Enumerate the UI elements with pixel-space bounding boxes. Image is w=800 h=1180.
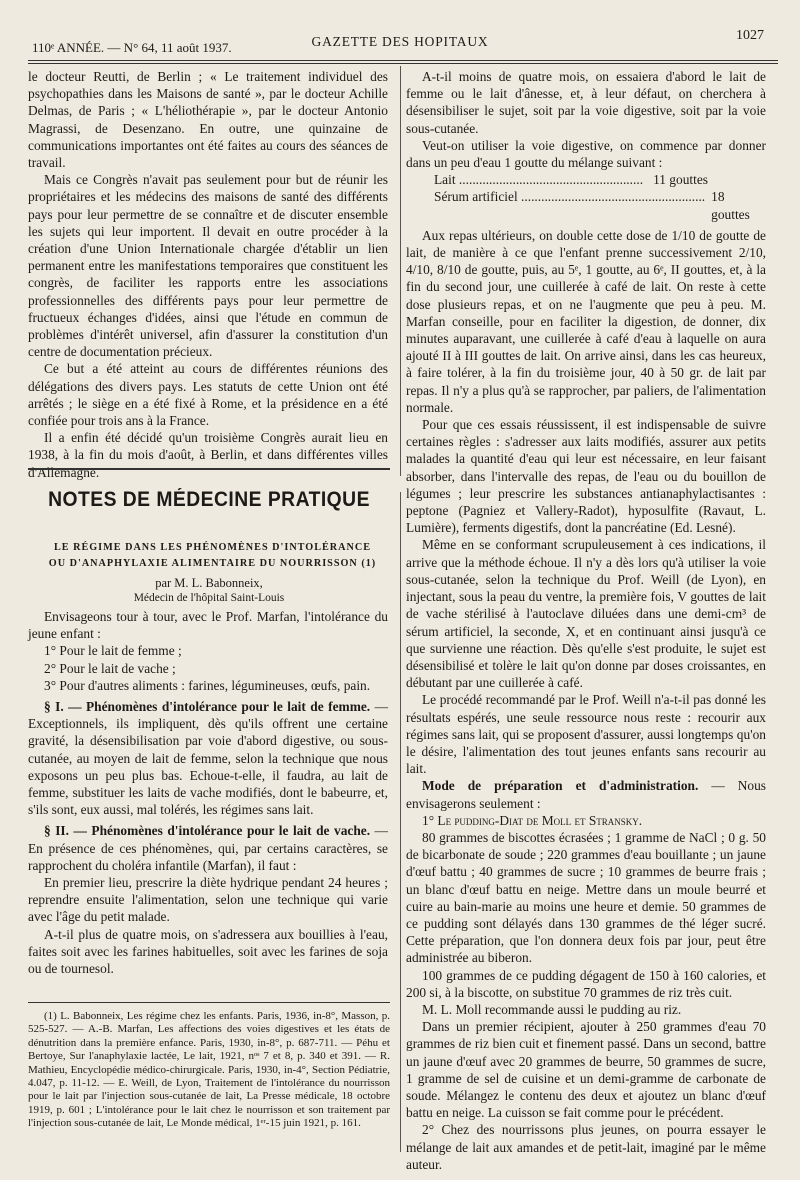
section-body: — En présence de ces phénomènes, qui, par certains caractères, se rapprochent du choléra infantile (Marfan), il faut : bbox=[28, 823, 388, 873]
mixture-value: 11 gouttes bbox=[653, 172, 708, 188]
mixture-row: Sérum artificiel ....................................................... 18 gouttes bbox=[434, 189, 750, 222]
list-item: 3° Pour d'autres aliments : farines, légumineuses, œufs, pain. bbox=[44, 677, 371, 693]
subsection-body: — Nous envisagerons seulement : bbox=[406, 778, 767, 811]
footnote-text: (1) L. Babonneix, Les régime chez les enfants. Paris, 1936, in-8°, Masson, p. 525-527. — A.-B. Marfan, Les affections des voies digestives et les états de dénutrition dans la première enfance. Paris, 1930, in-8°, p. 687-711. — Péhu et Bertoye, Sur l'anaphylaxie lactée, Le lait, 1921, nᵒˢ 7 et 8, p. 340 et 391. — R. Mathieu, Encyclopédie médico-chirurgicale. Paris, 1930, in-4°, Section Pédiatrie, 4.047, p. 11-12. — E. Weill, de Lyon, Traitement de l'intolérance du nourrisson pour le lait par l'injection sous-cutanée de lait, La Presse médicale, 18 octobre 1919, p. 601 ; L'intolérance pour le lait chez le nourrisson et son traitement par l'injection sous-cutanée de lait, Le Monde médical, 1ᵉʳ-15 juin 1921, p. 161. bbox=[28, 1010, 390, 1130]
section-body: — Exceptionnels, ils impliquent, dès qu'ils offrent une certaine gravité, la désensibilisation par voie d'abord digestive, ou sous-cutanée, au moyen de lait de femme, selon la technique que nous exposons un peu plus bas. Echoue-t-elle, il faudra, au lait de femme, substituer les laits de vache modifiés, dont le babeurre, et, s'ils sont, eux aussi, mal tolérés, les régimes sans lait. bbox=[28, 699, 388, 818]
journal-title: GAZETTE DES HOPITAUX bbox=[311, 34, 489, 49]
subsection-heading: Mode de préparation et d'administration. bbox=[422, 778, 699, 794]
left-column-bottom bbox=[28, 608, 388, 977]
list-item: 2° Pour le lait de vache ; bbox=[44, 660, 176, 676]
column-divider-lower bbox=[400, 492, 401, 1152]
paragraph: 2° Chez des nourrissons plus jeunes, on pourra essayer le mélange de lait aux amandes et de petit-lait, imaginé par le même auteur. bbox=[406, 1122, 766, 1172]
section-rule bbox=[28, 468, 390, 470]
paragraph: Ce but a été atteint au cours de différentes réunions des délégations des divers pays. Les statuts de cette Union ont été arrêtés ; le siège en a été fixé à Rome, et la présidence en a été confiée pour trois ans à la France. bbox=[28, 361, 388, 429]
mixture-value: 18 gouttes bbox=[711, 189, 750, 222]
paragraph: A-t-il moins de quatre mois, on essaiera d'abord le lait de femme ou le lait d'ânesse, et, à leur défaut, on cherchera à désensibiliser le sujet, soit par la voie digestive, soit par la voie sous-cutanée. bbox=[406, 69, 766, 136]
paragraph bbox=[28, 698, 388, 818]
paragraph: A-t-il plus de quatre mois, on s'adressera aux bouillies à l'eau, faites soit avec les farines habituelles, soit avec les farines de soja ou de tournesol. bbox=[28, 926, 388, 977]
paragraph: 100 grammes de ce pudding dégagent de 150 à 160 calories, et 200 si, à la biscotte, on substitue 70 grammes de riz très cuit. bbox=[406, 967, 766, 1000]
list-item: 1° Pour le lait de femme ; bbox=[44, 643, 182, 659]
paragraph: Mais ce Congrès n'avait pas seulement pour but de réunir les propriétaires et les médecins des maisons de santé des différents pays pour leur permettre de se connaître et de discuter ensemble les sujets qui leur importent. Il devait en outre procéder à la création d'une Union Internationale chargée d'établir un lien permanent entre les manifestations temporaires que constituent les congrès, de faciliter les rapports entre les associations professionnelles des différents pays pour leur permettre de fructueux échanges d'idées, ainsi que l'étude en commun de problèmes d'intérêt universel, afin d'assurer la constitution d'un centre de documentation précieux. bbox=[28, 172, 388, 360]
paragraph: Il a enfin été décidé qu'un troisième Congrès aurait lieu en 1938, à la fin du mois d'août, à Berlin, et dans différentes villes d'Allemagne. bbox=[28, 430, 388, 480]
recipe-title: 1° Le pudding-Diat de Moll et Stransky. bbox=[422, 812, 643, 828]
paragraph: Veut-on utiliser la voie digestive, on commence par donner dans un peu d'eau 1 goutte du mélange suivant : bbox=[406, 137, 766, 171]
paragraph: En premier lieu, prescrire la diète hydrique pendant 24 heures ; reprendre ensuite l'alimentation, selon une technique qui varie avec l'âge du petit malade. bbox=[28, 875, 388, 925]
page-header bbox=[30, 28, 770, 58]
article-title bbox=[40, 540, 385, 572]
byline-author: par M. L. Babonneix, bbox=[155, 576, 263, 590]
mixture-label: Sérum artificiel bbox=[434, 189, 518, 205]
article-title-line1: LE RÉGIME DANS LES PHÉNOMÈNES D'INTOLÉRANCE bbox=[53, 542, 372, 553]
paragraph: le docteur Reutti, de Berlin ; « Le traitement individuel des psychopathies dans les Maisons de santé », par le docteur Achille Delmas, de Paris ; « L'héliothérapie », par le docteur Antonio Magrassi, de Desenzano. En outre, une quinzaine de communications importantes ont été faites au cours des séances de travail. bbox=[28, 69, 388, 171]
section-heading: § I. — Phénomènes d'intolérance pour le lait de femme. bbox=[44, 699, 371, 715]
paragraph: Pour que ces essais réussissent, il est indispensable de suivre certaines règles : s'adresser aux laits modifiés, assurer aux petits malades la quantité d'eau qui leur est nécessaire, en leur faisant absorber, dans l'intervalle des repas, de l'eau ou du bouillon de légumes ; leur prescrire les substances antianaphylactisantes : peptone (Pagniez et Vallery-Radot), hyposulfite (Ravaut, L. Lumière), ferments digestifs, dont la pancréatine (Ed. Lesné). bbox=[406, 417, 766, 536]
column-divider bbox=[400, 66, 401, 476]
header-rule bbox=[28, 60, 778, 61]
paragraph bbox=[28, 822, 388, 874]
paragraph: Envisageons tour à tour, avec le Prof. Marfan, l'intolérance du jeune enfant : bbox=[28, 609, 388, 642]
page-number: 1027 bbox=[736, 28, 764, 43]
paragraph: Dans un premier récipient, ajouter à 250 grammes d'eau 70 grammes de riz bien cuit et finement passé. Dans un second, battre un jaune d'œuf avec 20 grammes de beurre, 50 grammes de sucre, 1 gramme de sel de cuisine et un demi-gramme de carbonate de soude. Mélangez le contenu des deux et ajoutez un blanc d'œuf battu en neige. La cuisson se fait comme pour le précédent. bbox=[406, 1019, 766, 1121]
byline-affiliation: Médecin de l'hôpital Saint-Louis bbox=[133, 592, 285, 604]
paragraph: Le procédé recommandé par le Prof. Weill n'a-t-il pas donné les résultats espérés, une seule ressource nous reste : recourir aux régimes sans lait, qui se proposent d'assurer, aussi longtemps qu'on le désire, l'alimentation des tout jeunes enfants sans recourir au lait. bbox=[406, 692, 766, 777]
section-title: NOTES DE MÉDECINE PRATIQUE bbox=[48, 488, 370, 511]
mixture-row: Lait ....................................................... 11 gouttes bbox=[434, 172, 708, 188]
header-rule-2 bbox=[28, 63, 778, 64]
footnote-rule bbox=[28, 1002, 390, 1003]
paragraph: Même en se conformant scrupuleusement à ces indications, il arrive que la méthode échoue. Il n'y a dès lors qu'à utiliser la voie sous-cutanée, selon la technique du Prof. Weill (de Lyon), en injectant, sous la peau du ventre, la première fois, V gouttes de lait de vache stérilisé à l'autoclave diluées dans une demi-cm³ de sérum artificiel, la seconde, X, et en continuant ainsi jusqu'à ce que survienne une réaction. Dès qu'elle s'est produite, le sujet est désensibilisé et tolère le lait qu'on donne par doses croissantes, en débutant par une cuillerée à café. bbox=[406, 537, 766, 691]
paragraph: Aux repas ultérieurs, on double cette dose de 1/10 de goutte de lait, de manière à ce que l'enfant prenne successivement 2/10, 4/10, 8/10 de goutte, puis, au 5ᵉ, 1 goutte, au 6ᵉ, II gouttes, et, à la fin du second jour, une cuillerée à café de lait. On reste à cette dose plusieurs repas, et on ne l'augmente que peu à peu. M. Marfan conseille, pour en faciliter la digestion, de donner, dix minutes auparavant, une cuillerée à café d'eau à laquelle on aura ajouté II à III gouttes de lait. On arrive ainsi, dans les cas heureux, à faire tolérer, à la fin du troisième jour, 40 à 50 gr. de lait par repas. Il n'y a plus qu'à se rapprocher, par paliers, de l'alimentation normale. bbox=[406, 227, 766, 415]
paragraph bbox=[406, 777, 766, 811]
section-heading: § II. — Phénomènes d'intolérance pour le lait de vache. bbox=[44, 823, 371, 839]
article-title-line2: OU D'ANAPHYLAXIE ALIMENTAIRE DU NOURRISSON (1) bbox=[48, 558, 377, 569]
mixture-label: Lait bbox=[434, 172, 456, 188]
right-column bbox=[406, 68, 766, 1173]
paragraph: M. L. Moll recommande aussi le pudding au riz. bbox=[422, 1001, 682, 1017]
footnote bbox=[28, 1010, 390, 1131]
left-column-top bbox=[28, 68, 388, 481]
byline bbox=[28, 576, 390, 606]
paragraph: 80 grammes de biscottes écrasées ; 1 gramme de NaCl ; 0 g. 50 de bicarbonate de soude ; 220 grammes d'eau bouillante ; un jaune d'œuf battu ; 40 grammes de sucre ; 10 grammes de beurre frais ; un blanc d'œuf battu en neige. Mettre dans un moule beurré et cuire au bain-marie au moins une heure et demie. 50 grammes de ce pudding sont délayés dans 130 grammes de thé léger sucré. Cette préparation, que l'on donnera deux fois par jour, peut être administrée au biberon. bbox=[406, 829, 766, 966]
issue-info: 110ᵉ ANNÉE. — N° 64, 11 août 1937. bbox=[32, 40, 232, 55]
